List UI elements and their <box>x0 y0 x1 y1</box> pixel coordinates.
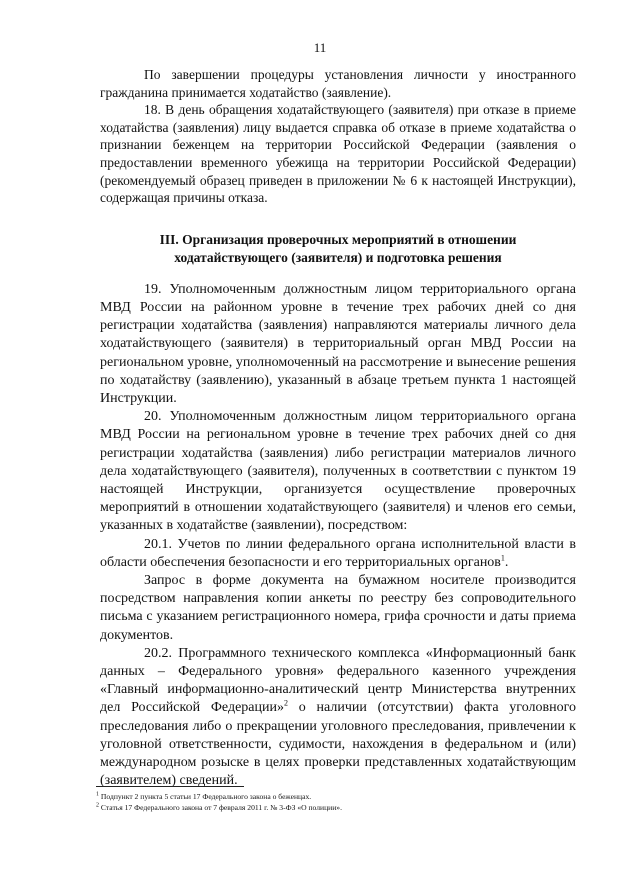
document-body <box>100 66 576 790</box>
paragraph-20-2-text-b: о наличии (отсутствии) факта уголовного преследования либо о прекращении уголовного преследования, привлечении к уголовной ответственности, судимости, нахождения в федеральном и (или) международном розыске в целях проверки представленных ходатайствующим (заявителем) сведений. <box>100 700 576 789</box>
footnote-ref-1: 1 <box>500 553 505 563</box>
section-heading-line-1: III. Организация проверочных мероприятий в отношении <box>159 231 517 247</box>
paragraph-20-1-period: . <box>504 554 509 570</box>
footnote-2-text: Статья 17 Федерального закона от 7 февраля 2011 г. № 3-ФЗ «О полиции». <box>99 802 342 812</box>
footnote-separator <box>96 786 244 787</box>
section-heading-iii <box>100 231 576 267</box>
footnotes <box>96 792 556 813</box>
paragraph-19: 19. Уполномоченным должностным лицом территориального органа МВД России на районном уровне в течение трех рабочих дней со дня регистрации ходатайства (заявления) направляются материалы личного дела ходатайствующего (заявителя) в территориальный орган МВД России на региональном уровне, уполномоченный на рассмотрение и вынесение решения по ходатайству (заявлению), указанный в абзаце третьем пункта 1 настоящей Инструкции. <box>100 281 576 406</box>
paragraph-request: Запрос в форме документа на бумажном носителе производится посредством направления копии анкеты по реестру без сопроводительного письма с указанием регистрационного номера, грифа срочности и даты приема документов. <box>100 573 576 643</box>
footnote-ref-2: 2 <box>284 698 288 708</box>
footnote-2-mark: 2 <box>96 801 99 808</box>
paragraph-20: 20. Уполномоченным должностным лицом территориального органа МВД России на региональном уровне в течение трех рабочих дней со дня регистрации ходатайства (заявления) либо регистрации материалов личного дела ходатайствующего (заявителя), полученных в соответствии с пунктом 19 настоящей Инструкции, организуется осуществление проверочных мероприятий в отношении ходатайствующего (заявителя) и членов его семьи, указанных в ходатайстве (заявлении), посредством: <box>100 409 576 534</box>
section-heading-line-2: ходатайствующего (заявителя) и подготовка решения <box>174 249 502 265</box>
paragraph-20-2 <box>100 645 576 791</box>
page-number: 11 <box>313 40 327 55</box>
footnote-1 <box>96 792 556 803</box>
footnote-2 <box>96 803 556 814</box>
paragraph-18: 18. В день обращения ходатайствующего (заявителя) при отказе в приеме ходатайства (заявления) лицу выдается справка об отказе в приеме ходатайства о признании беженцем на территории Российской Федерации (заявления о предоставлении временного убежища на территории Российской Федерации) (рекомендуемый образец приведен в приложении № 6 к настоящей Инструкции), содержащая причины отказа. <box>100 102 576 206</box>
paragraph-20-1 <box>100 536 576 572</box>
footnote-1-mark: 1 <box>96 791 99 798</box>
paragraph-20-2-text-a: 20.2. Программного технического комплекса «Информационный банк данных – Федерального уровня» федерального казенного учреждения «Главный информационно-аналитический центр Министерства внутренних дел Российской Федерации» <box>100 645 576 716</box>
paragraph-identity-procedure: По завершении процедуры установления личности у иностранного гражданина принимается ходатайство (заявление). <box>100 67 576 100</box>
paragraph-20-1-text: 20.1. Учетов по линии федерального органа исполнительной власти в области обеспечения безопасности и его территориальных органов <box>100 536 576 570</box>
footnote-1-text: Подпункт 2 пункта 5 статьи 17 Федерального закона о беженцах. <box>99 792 312 801</box>
